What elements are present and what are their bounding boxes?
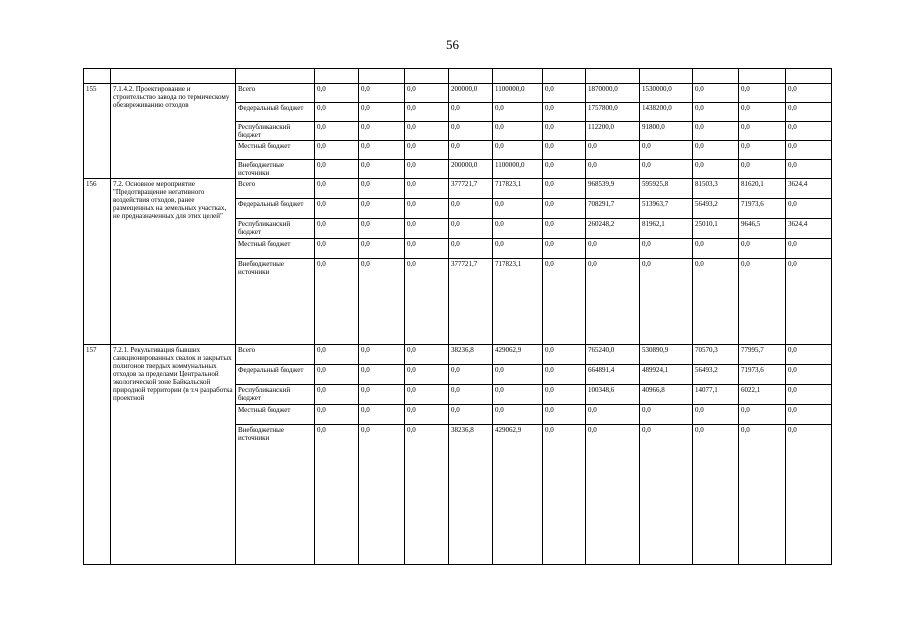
header-cell	[111, 69, 236, 84]
value-cell: 0,0	[315, 405, 359, 425]
value-cell: 0,0	[493, 219, 543, 239]
value-cell: 0,0	[315, 122, 359, 141]
value-cell: 0,0	[315, 239, 359, 259]
value-cell: 200000,0	[449, 160, 493, 179]
value-cell: 0,0	[693, 239, 739, 259]
value-cell: 0,0	[493, 385, 543, 405]
value-cell: 0,0	[315, 219, 359, 239]
value-cell: 0,0	[405, 425, 449, 565]
value-cell: 0,0	[739, 259, 786, 345]
value-cell: 0,0	[543, 103, 586, 122]
value-cell: 0,0	[449, 141, 493, 160]
value-cell: 0,0	[449, 103, 493, 122]
value-cell: 429062,9	[493, 345, 543, 365]
value-cell: 0,0	[739, 84, 786, 103]
value-cell: 0,0	[543, 425, 586, 565]
value-cell: 3624,4	[786, 219, 832, 239]
value-cell: 0,0	[315, 259, 359, 345]
budget-table	[83, 68, 832, 565]
value-cell: 25010,1	[693, 219, 739, 239]
value-cell: 0,0	[315, 103, 359, 122]
value-cell: 38236,8	[449, 425, 493, 565]
value-cell: 0,0	[786, 345, 832, 365]
value-cell: 91800,0	[640, 122, 693, 141]
value-cell: 0,0	[449, 239, 493, 259]
value-cell: 0,0	[315, 141, 359, 160]
value-cell: 0,0	[315, 385, 359, 405]
value-cell: 0,0	[693, 160, 739, 179]
row-number-cell: 156	[84, 179, 111, 345]
value-cell: 0,0	[359, 219, 405, 239]
value-cell: 0,0	[493, 405, 543, 425]
value-cell: 0,0	[315, 84, 359, 103]
header-cell	[359, 69, 405, 84]
value-cell: 56493,2	[693, 365, 739, 385]
value-cell: 0,0	[315, 199, 359, 219]
value-cell: 0,0	[640, 239, 693, 259]
value-cell: 0,0	[786, 385, 832, 405]
value-cell: 0,0	[640, 141, 693, 160]
value-cell: 40966,8	[640, 385, 693, 405]
value-cell: 0,0	[405, 259, 449, 345]
value-cell: 0,0	[405, 239, 449, 259]
value-cell: 100348,6	[586, 385, 640, 405]
value-cell: 0,0	[493, 199, 543, 219]
value-cell: 0,0	[359, 84, 405, 103]
value-cell: 0,0	[786, 84, 832, 103]
value-cell: 0,0	[359, 239, 405, 259]
value-cell: 0,0	[359, 179, 405, 199]
value-cell: 1100000,0	[493, 160, 543, 179]
header-cell	[640, 69, 693, 84]
value-cell: 0,0	[543, 122, 586, 141]
value-cell: 112200,0	[586, 122, 640, 141]
table-row	[84, 84, 832, 103]
value-cell: 0,0	[586, 141, 640, 160]
value-cell: 71973,6	[739, 365, 786, 385]
value-cell: 0,0	[405, 385, 449, 405]
value-cell: 0,0	[543, 219, 586, 239]
value-cell: 0,0	[739, 122, 786, 141]
value-cell: 0,0	[786, 425, 832, 565]
value-cell: 0,0	[359, 385, 405, 405]
value-cell: 0,0	[493, 122, 543, 141]
value-cell: 0,0	[739, 160, 786, 179]
value-cell: 0,0	[640, 425, 693, 565]
value-cell: 9646,5	[739, 219, 786, 239]
value-cell: 968539,9	[586, 179, 640, 199]
value-cell: 0,0	[493, 103, 543, 122]
value-cell: 3624,4	[786, 179, 832, 199]
value-cell: 0,0	[693, 425, 739, 565]
value-cell: 0,0	[786, 199, 832, 219]
page-number: 56	[446, 37, 459, 52]
value-cell: 0,0	[405, 179, 449, 199]
value-cell: 377721,7	[449, 259, 493, 345]
header-cell	[84, 69, 111, 84]
value-cell: 0,0	[693, 405, 739, 425]
value-cell: 0,0	[405, 122, 449, 141]
value-cell: 0,0	[786, 141, 832, 160]
funding-source-cell: Федеральный бюджет	[236, 103, 315, 122]
value-cell: 260248,2	[586, 219, 640, 239]
value-cell: 0,0	[449, 385, 493, 405]
value-cell: 0,0	[693, 122, 739, 141]
value-cell: 200000,0	[449, 84, 493, 103]
header-cell	[315, 69, 359, 84]
value-cell: 0,0	[359, 122, 405, 141]
value-cell: 0,0	[786, 365, 832, 385]
value-cell: 1100000,0	[493, 84, 543, 103]
funding-source-cell: Всего	[236, 345, 315, 365]
value-cell: 0,0	[449, 219, 493, 239]
value-cell: 1870000,0	[586, 84, 640, 103]
value-cell: 0,0	[405, 219, 449, 239]
value-cell: 0,0	[693, 259, 739, 345]
value-cell: 14077,1	[693, 385, 739, 405]
value-cell: 0,0	[315, 345, 359, 365]
funding-source-cell: Республиканский бюджет	[236, 219, 315, 239]
value-cell: 6022,1	[739, 385, 786, 405]
value-cell: 664891,4	[586, 365, 640, 385]
value-cell: 77995,7	[739, 345, 786, 365]
funding-source-cell: Федеральный бюджет	[236, 199, 315, 219]
value-cell: 71973,6	[739, 199, 786, 219]
header-cell	[739, 69, 786, 84]
value-cell: 0,0	[640, 259, 693, 345]
header-cell	[693, 69, 739, 84]
funding-source-cell: Республиканский бюджет	[236, 385, 315, 405]
value-cell: 0,0	[315, 160, 359, 179]
header-cell	[493, 69, 543, 84]
funding-source-cell: Местный бюджет	[236, 239, 315, 259]
value-cell: 56493,2	[693, 199, 739, 219]
value-cell: 0,0	[739, 141, 786, 160]
value-cell: 0,0	[449, 122, 493, 141]
value-cell: 0,0	[405, 160, 449, 179]
value-cell: 0,0	[543, 259, 586, 345]
value-cell: 0,0	[586, 425, 640, 565]
value-cell: 0,0	[315, 179, 359, 199]
value-cell: 0,0	[359, 103, 405, 122]
table-row	[84, 179, 832, 199]
value-cell: 0,0	[543, 84, 586, 103]
value-cell: 0,0	[543, 199, 586, 219]
value-cell: 0,0	[543, 345, 586, 365]
value-cell: 0,0	[449, 365, 493, 385]
value-cell: 0,0	[405, 365, 449, 385]
value-cell: 513963,7	[640, 199, 693, 219]
funding-source-cell: Местный бюджет	[236, 141, 315, 160]
value-cell: 0,0	[693, 84, 739, 103]
value-cell: 0,0	[786, 239, 832, 259]
value-cell: 489924,1	[640, 365, 693, 385]
funding-source-cell: Местный бюджет	[236, 405, 315, 425]
funding-source-cell: Республиканский бюджет	[236, 122, 315, 141]
funding-source-cell: Внебюджетные источники	[236, 160, 315, 179]
value-cell: 0,0	[739, 425, 786, 565]
value-cell: 0,0	[739, 405, 786, 425]
value-cell: 81962,1	[640, 219, 693, 239]
value-cell: 0,0	[315, 425, 359, 565]
value-cell: 0,0	[359, 160, 405, 179]
value-cell: 0,0	[359, 405, 405, 425]
value-cell: 0,0	[640, 160, 693, 179]
value-cell: 81503,3	[693, 179, 739, 199]
row-number-cell: 157	[84, 345, 111, 565]
value-cell: 530890,9	[640, 345, 693, 365]
value-cell: 0,0	[739, 239, 786, 259]
value-cell: 0,0	[586, 405, 640, 425]
row-number-cell: 155	[84, 84, 111, 179]
value-cell: 0,0	[359, 259, 405, 345]
header-cell	[236, 69, 315, 84]
value-cell: 0,0	[405, 84, 449, 103]
funding-source-cell: Федеральный бюджет	[236, 365, 315, 385]
value-cell: 717823,1	[493, 259, 543, 345]
value-cell: 0,0	[586, 239, 640, 259]
table-row	[84, 345, 832, 365]
header-cell	[786, 69, 832, 84]
value-cell: 0,0	[405, 405, 449, 425]
header-cell	[449, 69, 493, 84]
value-cell: 0,0	[405, 345, 449, 365]
value-cell: 0,0	[315, 365, 359, 385]
funding-source-cell: Всего	[236, 179, 315, 199]
value-cell: 0,0	[405, 199, 449, 219]
value-cell: 0,0	[693, 141, 739, 160]
value-cell: 70570,3	[693, 345, 739, 365]
value-cell: 429062,9	[493, 425, 543, 565]
value-cell: 0,0	[543, 160, 586, 179]
activity-title-cell: 7.1.4.2. Проектирование и строительство завода по термическому обезвреживанию отходов	[111, 84, 236, 179]
header-cell	[586, 69, 640, 84]
value-cell: 0,0	[405, 103, 449, 122]
value-cell: 1757800,0	[586, 103, 640, 122]
value-cell: 0,0	[786, 259, 832, 345]
value-cell: 0,0	[493, 239, 543, 259]
empty-header-row	[84, 69, 832, 84]
value-cell: 595925,8	[640, 179, 693, 199]
value-cell: 717823,1	[493, 179, 543, 199]
value-cell: 0,0	[543, 141, 586, 160]
value-cell: 38236,8	[449, 345, 493, 365]
value-cell: 377721,7	[449, 179, 493, 199]
value-cell: 0,0	[449, 405, 493, 425]
value-cell: 1438200,0	[640, 103, 693, 122]
value-cell: 708291,7	[586, 199, 640, 219]
activity-title-cell: 7.2.1. Рекультивация бывших санкционированных свалок и закрытых полигонов твердых коммунальных отходов за пределами Центральной экологической зоне Байкальской природной территории (в т.ч разработка проектной	[111, 345, 236, 565]
value-cell: 81620,1	[739, 179, 786, 199]
value-cell: 0,0	[543, 179, 586, 199]
value-cell: 0,0	[739, 103, 786, 122]
value-cell: 0,0	[786, 122, 832, 141]
header-cell	[543, 69, 586, 84]
value-cell: 0,0	[543, 405, 586, 425]
value-cell: 0,0	[693, 103, 739, 122]
funding-source-cell: Внебюджетные источники	[236, 259, 315, 345]
value-cell: 0,0	[640, 405, 693, 425]
value-cell: 0,0	[359, 425, 405, 565]
value-cell: 765240,0	[586, 345, 640, 365]
value-cell: 0,0	[786, 160, 832, 179]
value-cell: 0,0	[493, 141, 543, 160]
funding-source-cell: Внебюджетные источники	[236, 425, 315, 565]
value-cell: 0,0	[359, 345, 405, 365]
value-cell: 0,0	[543, 365, 586, 385]
funding-source-cell: Всего	[236, 84, 315, 103]
activity-title-cell: 7.2. Основное мероприятие "Предотвращение негативного воздействия отходов, ранее размещенных на земельных участках, не предназначенных для этих целей"	[111, 179, 236, 345]
value-cell: 0,0	[405, 141, 449, 160]
value-cell: 0,0	[543, 385, 586, 405]
value-cell: 1530000,0	[640, 84, 693, 103]
value-cell: 0,0	[493, 365, 543, 385]
value-cell: 0,0	[786, 405, 832, 425]
value-cell: 0,0	[543, 239, 586, 259]
value-cell: 0,0	[359, 365, 405, 385]
value-cell: 0,0	[359, 141, 405, 160]
value-cell: 0,0	[449, 199, 493, 219]
value-cell: 0,0	[786, 103, 832, 122]
header-cell	[405, 69, 449, 84]
value-cell: 0,0	[586, 160, 640, 179]
value-cell: 0,0	[586, 259, 640, 345]
value-cell: 0,0	[359, 199, 405, 219]
